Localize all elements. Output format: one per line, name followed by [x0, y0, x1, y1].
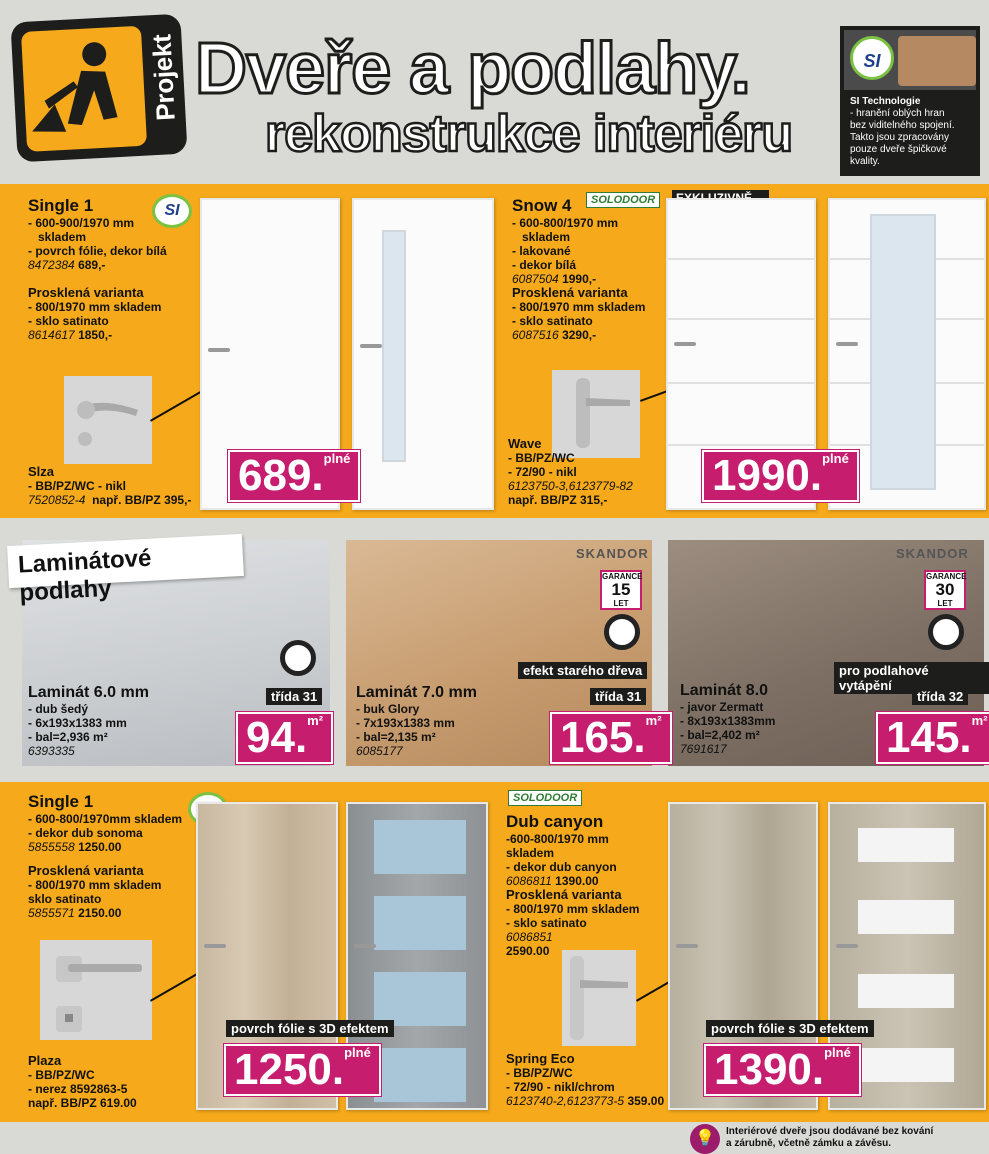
quality-seal-icon — [280, 640, 316, 676]
spec-line: skladem — [506, 846, 555, 860]
door-groove — [668, 318, 814, 320]
spec-line: - lakované — [512, 244, 571, 258]
class-label: třída 31 — [266, 688, 322, 705]
product-code: 5855571 — [28, 906, 75, 920]
price-value: 145. — [886, 713, 972, 762]
handle-name: Wave — [508, 436, 542, 451]
laminate-6-info — [28, 684, 149, 758]
product-price: 3290,- — [562, 328, 597, 342]
spec-line: - povrch fólie, dekor bílá — [28, 244, 167, 258]
door-handle — [354, 944, 376, 948]
glass-variant-title: Prosklená varianta — [28, 285, 144, 300]
spec-line: - dub šedý — [28, 702, 89, 716]
handle-name: Plaza — [28, 1053, 62, 1068]
si-line: pouze dveře špičkové — [850, 144, 947, 155]
si-heading: SI Technologie — [850, 96, 921, 107]
spec-line: - 72/90 - nikl — [508, 465, 577, 479]
product-code: 8614617 — [28, 328, 75, 342]
price-value: 1990. — [712, 451, 823, 500]
footer-line: Interiérové dveře jsou dodávané bez kování — [726, 1126, 934, 1137]
price-suffix: plné — [323, 451, 351, 466]
dub-canyon-info — [506, 812, 666, 958]
foil-label: povrch fólie s 3D efektem — [226, 1020, 394, 1037]
spec-line: - 800/1970 mm skladem — [506, 902, 640, 916]
quality-seal-icon — [928, 614, 964, 650]
laminate-8-info — [680, 682, 775, 756]
foil-label: povrch fólie s 3D efektem — [706, 1020, 874, 1037]
feature-label: efekt starého dřeva — [518, 662, 647, 679]
spec-line: - 6x193x1383 mm — [28, 716, 127, 730]
class-label: třída 32 — [912, 688, 968, 705]
glass-variant-title: Prosklená varianta — [512, 285, 628, 300]
spec-line: - 800/1970 mm skladem — [28, 300, 162, 314]
product-price: 2590.00 — [506, 944, 550, 958]
door-glass — [858, 828, 954, 862]
si-line: Takto jsou zpracovány — [850, 132, 949, 143]
spec-line: - bal=2,135 m² — [356, 730, 436, 744]
price-tag — [876, 712, 989, 764]
guarantee-years: 15 — [611, 580, 631, 599]
spec-line: - buk Glory — [356, 702, 420, 716]
page-subtitle: rekonstrukce interiéru — [265, 105, 793, 163]
product-price: 689,- — [78, 258, 106, 272]
door-handle — [204, 944, 226, 948]
projekt-logo — [10, 14, 187, 163]
solodoor-logo: SOLODOOR — [586, 192, 660, 208]
snow4-info — [512, 196, 662, 342]
product-name: Laminát 7.0 mm — [356, 684, 477, 701]
class-label: třída 31 — [590, 688, 646, 705]
product-price: 1250.00 — [78, 840, 122, 854]
product-price: 1990,- — [562, 272, 597, 286]
product-name: Single 1 — [28, 792, 94, 811]
door-glass — [382, 230, 406, 462]
door-glass — [374, 820, 466, 874]
guarantee-line: GARANCE — [926, 572, 967, 581]
product-code: 6123750-3,6123779-82 — [508, 479, 633, 493]
price-tag — [228, 450, 360, 502]
si-logo: SI — [850, 36, 894, 80]
handle-name: Slza — [28, 464, 55, 479]
door-glass-image — [352, 198, 494, 510]
price-suffix: m² — [645, 713, 662, 728]
spec-line: - 600-800/1970mm skladem — [28, 812, 183, 826]
spec-line: - 600-900/1970 mm — [28, 216, 135, 230]
spec-line: - sklo satinato — [512, 314, 593, 328]
price-tag — [236, 712, 333, 764]
price-value: 94. — [246, 713, 308, 762]
spec-line: - dekor bílá — [512, 258, 577, 272]
guarantee-badge — [600, 570, 642, 610]
spec-line: - bal=2,402 m² — [680, 728, 760, 742]
skandor-logo: SKANDOR — [576, 546, 649, 561]
spec-line: - 72/90 - nikl/chrom — [506, 1080, 615, 1094]
handle-photo — [562, 950, 636, 1046]
spec-line: - javor Zermatt — [680, 700, 764, 714]
guarantee-line: LET — [937, 599, 953, 608]
glass-variant-title: Prosklená varianta — [506, 887, 622, 902]
plaza-handle-info — [28, 1054, 188, 1110]
si-description — [844, 90, 976, 168]
si-technology-box — [840, 26, 980, 176]
guarantee-line: GARANCE — [602, 572, 643, 581]
solodoor-logo: SOLODOOR — [508, 790, 582, 806]
product-name: Snow 4 — [512, 196, 572, 215]
guarantee-years: 30 — [935, 580, 955, 599]
product-price: 1390.00 — [555, 874, 599, 888]
spec-line: sklo satinato — [28, 892, 102, 906]
spec-line: - 800/1970 mm skladem — [512, 300, 646, 314]
door-glass — [870, 214, 936, 490]
product-name: Dub canyon — [506, 812, 604, 831]
price-tag — [550, 712, 672, 764]
guarantee-badge — [924, 570, 966, 610]
logo-text: Projekt — [146, 33, 181, 122]
spec-line: - nerez 8592863-5 — [28, 1082, 128, 1096]
product-code: 5855558 — [28, 840, 75, 854]
spec-line: - bal=2,936 m² — [28, 730, 108, 744]
wave-handle-info — [508, 437, 658, 507]
door-groove — [668, 382, 814, 384]
product-name: Laminát 6.0 mm — [28, 684, 149, 701]
price-suffix: m² — [971, 713, 988, 728]
handle-name: Spring Eco — [506, 1051, 575, 1066]
price-value: 165. — [560, 713, 646, 762]
spec-line: - sklo satinato — [28, 314, 109, 328]
spec-line: - 600-800/1970 mm — [512, 216, 619, 230]
product-code: 8472384 — [28, 258, 75, 272]
spec-line: - sklo satinato — [506, 916, 587, 930]
footer-line: a zárubně, včetně zámku a závěsu. — [726, 1138, 892, 1149]
single1-sonoma-info — [28, 792, 198, 920]
quality-seal-icon — [604, 614, 640, 650]
spec-line: - BB/PZ/WC — [508, 451, 575, 465]
si-badge: SI — [152, 194, 192, 228]
product-code: 6087504 — [512, 272, 559, 286]
product-price: např. BB/PZ 315,- — [508, 493, 608, 507]
door-glass — [858, 900, 954, 934]
price-tag — [704, 1044, 861, 1096]
spec-line: - dekor dub canyon — [506, 860, 617, 874]
product-price: 359.00 — [627, 1094, 665, 1108]
product-price: např. BB/PZ 619.00 — [28, 1096, 137, 1110]
door-handle — [836, 944, 858, 948]
handle-photo — [40, 940, 152, 1040]
spec-line: skladem — [522, 230, 571, 244]
door-glass — [374, 896, 466, 950]
product-price: 2150.00 — [78, 906, 122, 920]
price-suffix: plné — [824, 1045, 851, 1060]
spec-line: - BB/PZ/WC — [506, 1066, 573, 1080]
spec-line: - BB/PZ/WC - nikl — [28, 479, 126, 493]
si-line: bez viditelného spojení. — [850, 120, 955, 131]
price-value: 1390. — [714, 1045, 825, 1094]
page-title: Dveře a podlahy. — [195, 29, 750, 109]
product-code: 6085177 — [356, 744, 403, 758]
spec-line: - dekor dub sonoma — [28, 826, 143, 840]
spring-eco-handle-info — [506, 1052, 676, 1108]
price-value: 689. — [238, 451, 324, 500]
price-tag — [224, 1044, 381, 1096]
product-code: 6123740-2,6123773-5 — [506, 1094, 625, 1108]
door-groove — [668, 444, 814, 446]
feature-label: pro podlahové vytápění — [834, 662, 989, 694]
product-code: 7691617 — [680, 742, 727, 756]
door-glass — [858, 974, 954, 1008]
door-handle — [676, 944, 698, 948]
door-handle — [836, 342, 858, 346]
laminate-7-info — [356, 684, 477, 758]
price-suffix: plné — [822, 451, 849, 466]
spec-line: -600-800/1970 mm — [506, 832, 609, 846]
door-handle — [208, 348, 230, 352]
product-price: 1850,- — [78, 328, 113, 342]
door-handle — [360, 344, 382, 348]
spec-line: - 800/1970 mm skladem — [28, 878, 162, 892]
door-handle — [674, 342, 696, 346]
laminate-title: Laminátové podlahy — [7, 534, 244, 588]
glass-variant-title: Prosklená varianta — [28, 863, 144, 878]
product-price: např. BB/PZ 395,- — [92, 493, 192, 507]
lightbulb-icon: 💡 — [690, 1124, 720, 1154]
product-code: 6086811 — [506, 874, 552, 888]
skandor-logo: SKANDOR — [896, 546, 969, 561]
spec-line: - BB/PZ/WC — [28, 1068, 95, 1082]
product-code: 6086851 — [506, 930, 553, 944]
price-suffix: plné — [344, 1045, 371, 1060]
spec-line: - 7x193x1383 mm — [356, 716, 455, 730]
product-code: 6393335 — [28, 744, 75, 758]
door-glass — [374, 972, 466, 1026]
worker-icon — [21, 26, 147, 152]
price-value: 1250. — [234, 1045, 345, 1094]
slza-handle-info — [28, 465, 218, 507]
product-code: 7520852-4 — [28, 493, 86, 507]
door-glass — [374, 1048, 466, 1102]
product-code: 6087516 — [512, 328, 559, 342]
handle-photo — [64, 376, 152, 464]
wood-edge-image — [898, 36, 976, 86]
footer-note — [726, 1126, 946, 1150]
spec-line: - 8x193x1383mm — [680, 714, 776, 728]
door-glass — [858, 1048, 954, 1082]
si-line: kvality. — [850, 156, 880, 167]
spec-line: skladem — [38, 230, 87, 244]
si-images — [844, 30, 976, 90]
price-tag — [702, 450, 859, 502]
si-line: - hranění oblých hran — [850, 108, 945, 119]
door-groove — [668, 258, 814, 260]
guarantee-line: LET — [613, 599, 629, 608]
price-suffix: m² — [307, 713, 324, 728]
product-name: Laminát 8.0 — [680, 682, 769, 699]
product-name: Single 1 — [28, 196, 94, 215]
